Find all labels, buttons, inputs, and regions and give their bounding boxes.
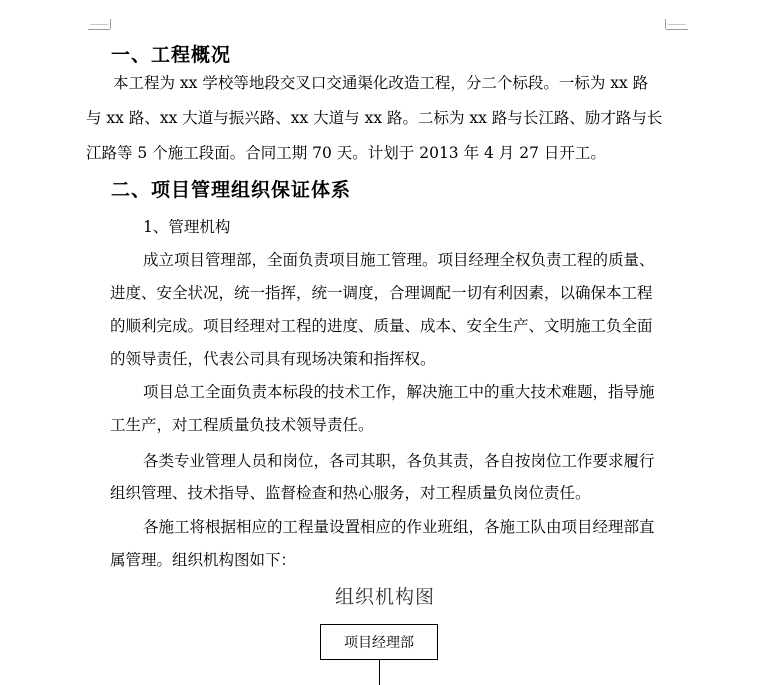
- org-chart-title: 组织机构图: [334, 586, 435, 608]
- section-2-heading: 二、项目管理组织保证体系: [111, 179, 352, 201]
- paragraph-line-5: 项目总工全面负责本标段的技术工作，解决施工中的重大技术难题，指导施: [143, 383, 655, 401]
- paragraph-line-2: 进度、安全状况，统一指挥，统一调度，合理调配一切有利因素，以确保本工程: [110, 284, 653, 302]
- paragraph-line-8: 组织管理、技术指导、监督检查和热心服务，对工程质量负岗位责任。: [110, 484, 591, 502]
- org-connector-line: [379, 660, 380, 685]
- paragraph-line-3: 的顺利完成。项目经理对工程的进度、质量、成本、安全生产、文明施工负全面: [110, 317, 653, 335]
- section-1-line-2: 与 xx 路、xx 大道与振兴路、xx 大道与 xx 路。二标为 xx 路与长江路、励才路与长: [86, 109, 663, 127]
- page-margin-mark-top-right: [666, 19, 688, 30]
- paragraph-line-10: 属管理。组织机构图如下：: [110, 551, 297, 569]
- page-margin-mark-top-left: [88, 19, 110, 30]
- section-1-heading: 一、工程概况: [111, 44, 232, 66]
- org-node-label: 项目经理部: [344, 635, 414, 651]
- org-node-project-management: [320, 624, 438, 660]
- paragraph-line-4: 的领导责任，代表公司具有现场决策和指挥权。: [110, 350, 436, 368]
- subheading-management: 1、管理机构: [143, 218, 231, 236]
- section-1-line-3: 江路等 5 个施工段面。合同工期 70 天。计划于 2013 年 4 月 27 日开工。: [86, 144, 606, 162]
- paragraph-line-1: 成立项目管理部，全面负责项目施工管理。项目经理全权负责工程的质量、: [143, 251, 655, 269]
- paragraph-line-6: 工生产，对工程质量负技术领导责任。: [110, 416, 374, 434]
- section-1-line-1: 本工程为 xx 学校等地段交叉口交通渠化改造工程，分二个标段。一标为 xx 路: [113, 74, 649, 92]
- paragraph-line-9: 各施工将根据相应的工程量设置相应的作业班组，各施工队由项目经理部直: [143, 518, 655, 536]
- paragraph-line-7: 各类专业管理人员和岗位，各司其职，各负其责，各自按岗位工作要求履行: [143, 452, 655, 470]
